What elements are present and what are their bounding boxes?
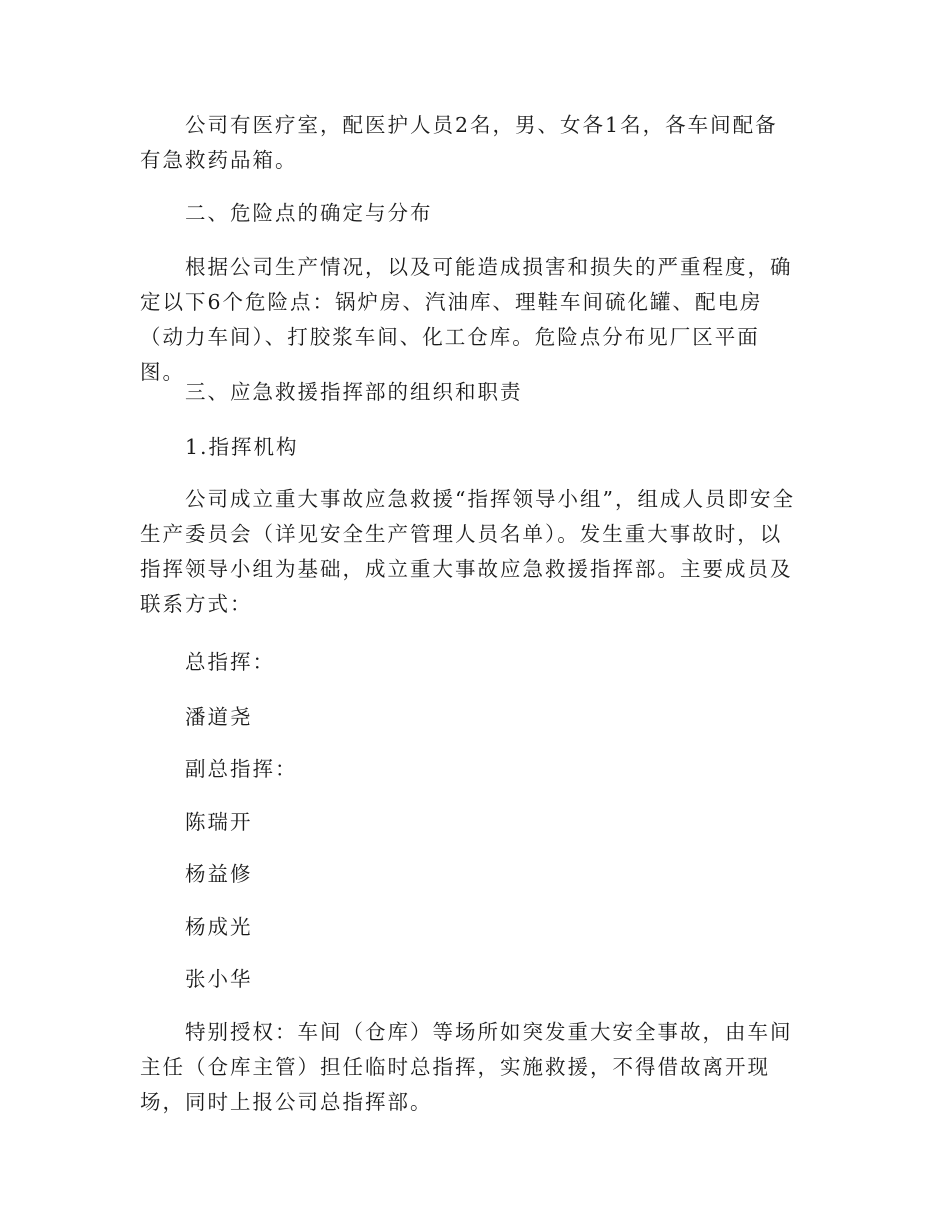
person-name: 张小华 xyxy=(185,967,253,991)
paragraph-danger-points: 根据公司生产情况，以及可能造成损害和损失的严重程度，确定以下6个危险点：锅炉房、汽油库、理鞋车间硫化罐、配电房（动力车间）、打胶浆车间、化工仓库。危险点分布见厂区平面图。 xyxy=(140,255,793,384)
person-name: 陈瑞开 xyxy=(185,810,253,834)
label-deputy-commander: 副总指挥： xyxy=(185,757,298,781)
paragraph-special-authorization: 特别授权：车间（仓库）等场所如突发重大安全事故，由车间主任（仓库主管）担任临时总指挥，实施救援，不得借故离开现场，同时上报公司总指挥部。 xyxy=(140,1020,793,1114)
person-name: 潘道尧 xyxy=(185,705,253,729)
person-name: 杨成光 xyxy=(185,915,253,939)
paragraph-command-structure: 公司成立重大事故应急救援“指挥领导小组”，组成人员即安全生产委员会（详见安全生产管理人员名单）。发生重大事故时，以指挥领导小组为基础，成立重大事故应急救援指挥部。主要成员及联系方式： xyxy=(140,487,795,616)
subsection-heading-command-structure: 1.指挥机构 xyxy=(185,435,299,459)
section-heading-command-center: 三、应急救援指挥部的组织和职责 xyxy=(185,380,523,404)
section-heading-danger-points: 二、危险点的确定与分布 xyxy=(185,201,433,225)
person-name: 杨益修 xyxy=(185,862,253,886)
label-commander: 总指挥： xyxy=(185,650,275,674)
paragraph-medical-room: 公司有医疗室，配医护人员2名，男、女各1名，各车间配备有急救药品箱。 xyxy=(140,113,778,172)
